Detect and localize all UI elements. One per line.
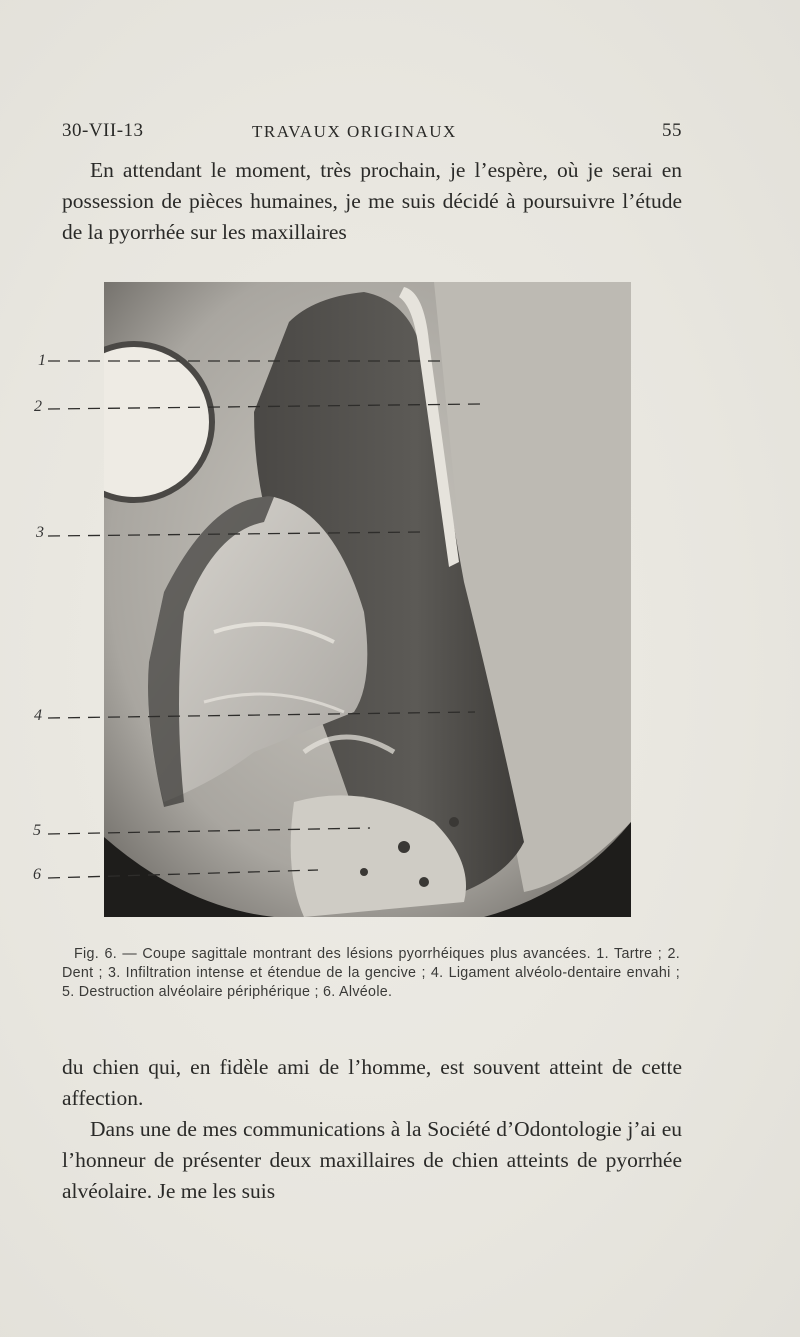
body-text-top: En attendant le moment, très prochain, je l’espère, où je serai en possession de pièces humaines, je me suis décidé à poursuivre l’étude de la pyorrhée sur les maxillaires	[62, 158, 682, 244]
body-text-bottom	[62, 1052, 682, 1207]
header-date: 30-VII-13	[62, 120, 144, 141]
paragraph-societe: Dans une de mes communications à la Société d’Odontologie j’ai eu l’honneur de présenter deux maxillaires de chien atteints de pyorrhée alvéolaire. Je me les suis	[62, 1117, 682, 1203]
page-number: 55	[662, 120, 682, 141]
figure-label-1: 1	[38, 352, 46, 369]
figure-label-2: 2	[34, 398, 42, 415]
micrograph-image	[104, 282, 631, 917]
micrograph-figure	[104, 282, 631, 917]
figure-label-3: 3	[36, 524, 44, 541]
paragraph-continuation: du chien qui, en fidèle ami de l’homme, est souvent atteint de cette affection.	[62, 1055, 682, 1110]
running-header	[62, 120, 682, 150]
figure-label-6: 6	[33, 866, 41, 883]
figure-label-4: 4	[34, 707, 42, 724]
figure-label-5: 5	[33, 822, 41, 839]
figure-caption	[62, 945, 680, 1002]
figure-caption-text: Fig. 6. — Coupe sagittale montrant des lésions pyorrhéiques plus avancées. 1. Tartre ; 2. Dent ; 3. Infiltration intense et étendue de la gencive ; 4. Ligament alvéolo-dentaire envahi ; 5. Destruction alvéolaire périphérique ; 6. Alvéole.	[62, 946, 680, 1000]
header-title: TRAVAUX ORIGINAUX	[252, 122, 457, 141]
